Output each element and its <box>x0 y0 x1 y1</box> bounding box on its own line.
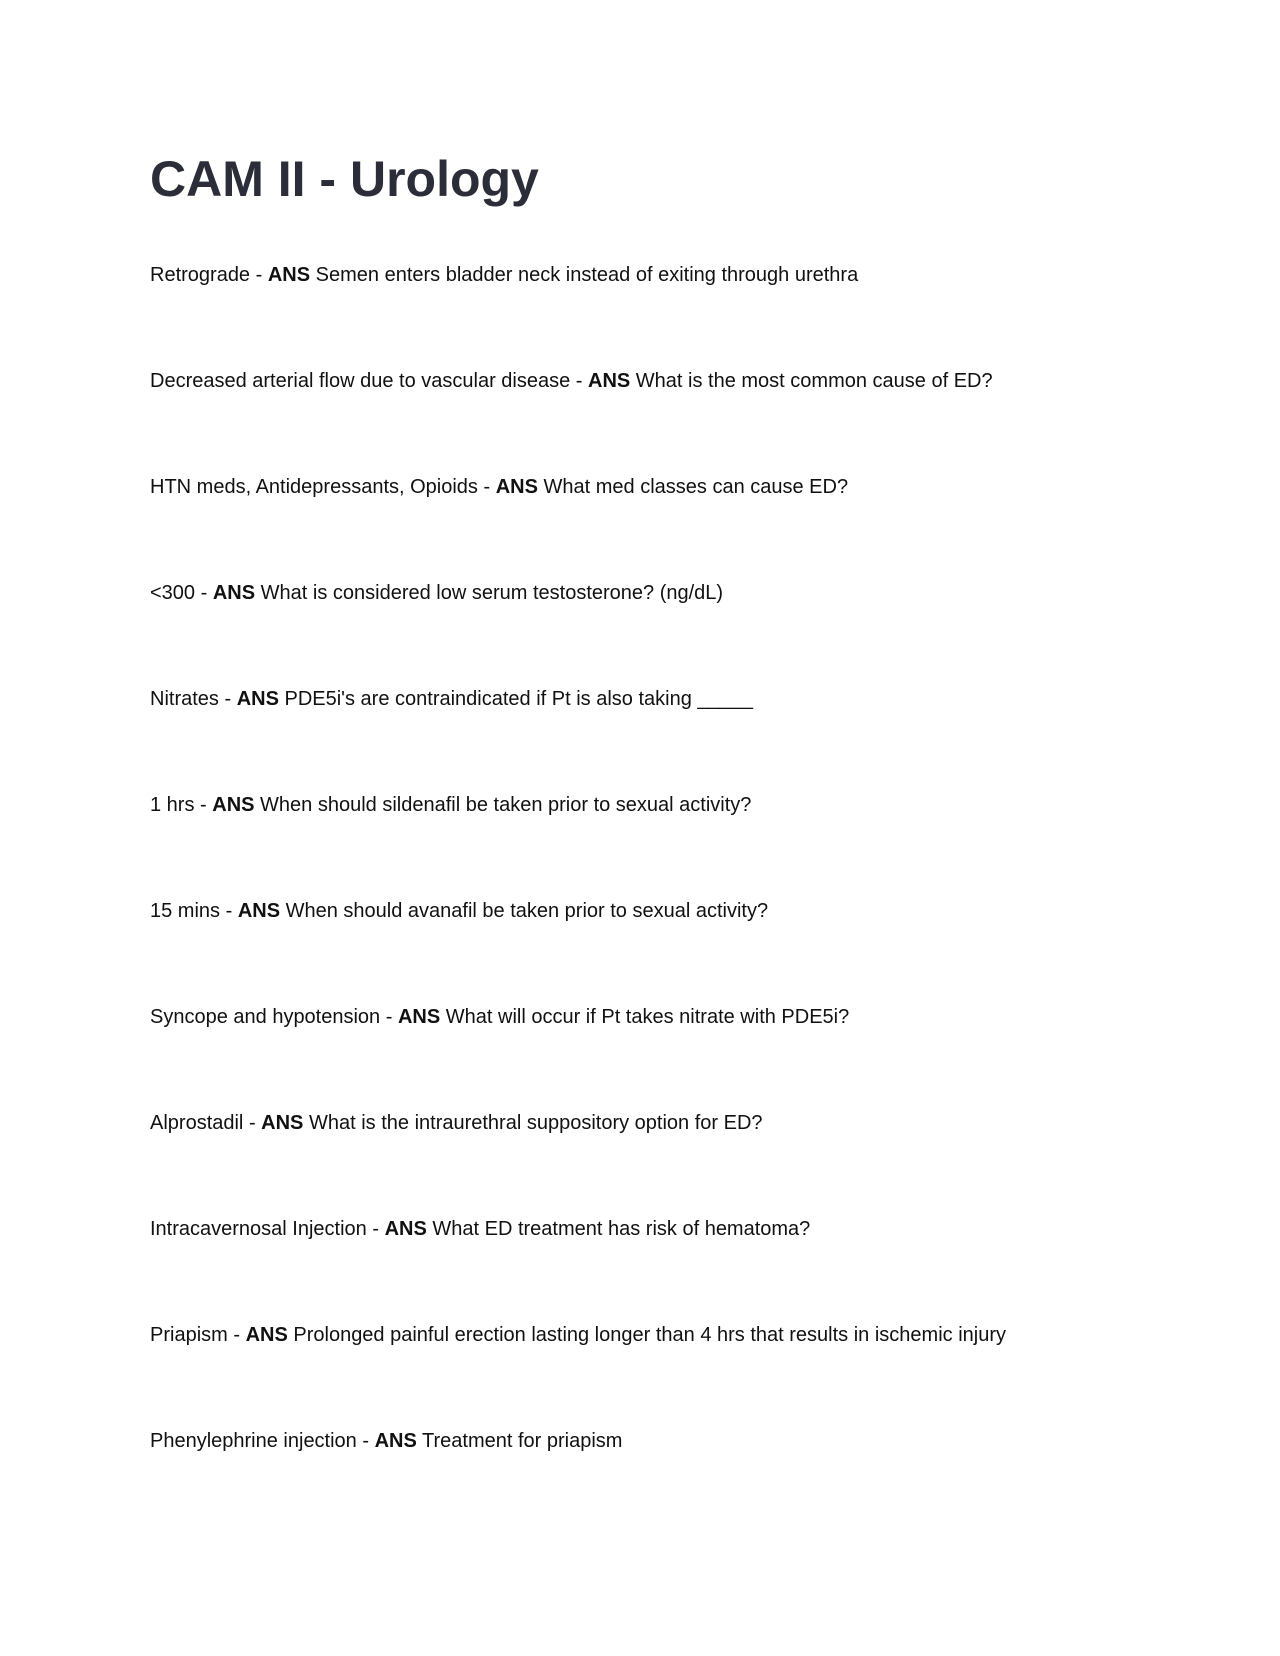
term-separator: - <box>366 1218 385 1240</box>
flashcard-list <box>150 262 1150 1534</box>
card-definition: Treatment for priapism <box>422 1430 623 1452</box>
ans-label: ANS <box>261 1112 304 1134</box>
card-definition: What is considered low serum testosterone? (ng/dL) <box>260 582 724 604</box>
card-term: Syncope and hypotension <box>150 1006 381 1028</box>
ans-label: ANS <box>495 476 538 498</box>
ans-label: ANS <box>267 264 311 286</box>
card-definition: What med classes can cause ED? <box>543 476 849 498</box>
term-separator: - <box>477 476 496 498</box>
card-term: 15 mins <box>150 900 221 922</box>
ans-label: ANS <box>236 688 279 710</box>
card-definition: When should sildenafil be taken prior to sexual activity? <box>260 794 752 816</box>
term-separator: - <box>570 370 588 392</box>
flashcard-item <box>150 1004 1150 1110</box>
flashcard-item <box>150 1216 1150 1322</box>
term-separator: - <box>220 900 238 922</box>
card-definition: What is the intraurethral suppository option for ED? <box>308 1112 763 1134</box>
card-term: 1 hrs <box>150 794 195 816</box>
card-term: Nitrates <box>150 688 219 710</box>
ans-label: ANS <box>212 582 256 604</box>
ans-label: ANS <box>237 900 281 922</box>
term-separator: - <box>227 1324 246 1346</box>
flashcard-item <box>150 580 1150 686</box>
flashcard-item <box>150 262 1150 368</box>
card-definition: PDE5i's are contraindicated if Pt is also taking _____ <box>284 688 754 710</box>
flashcard-item <box>150 1322 1150 1428</box>
page-title: CAM II - Urology <box>150 151 539 207</box>
ans-label: ANS <box>588 370 631 392</box>
card-term: Priapism <box>150 1324 228 1346</box>
flashcard-item <box>150 474 1150 580</box>
card-definition: What ED treatment has risk of hematoma? <box>432 1218 811 1240</box>
ans-label: ANS <box>397 1006 441 1028</box>
card-term: Retrograde <box>150 264 251 286</box>
term-separator: - <box>195 582 213 604</box>
card-term: HTN meds, Antidepressants, Opioids <box>150 476 478 498</box>
card-term: Phenylephrine injection <box>150 1430 357 1452</box>
term-separator: - <box>194 794 213 816</box>
flashcard-item <box>150 792 1150 898</box>
flashcard-item <box>150 1110 1150 1216</box>
card-term: Decreased arterial flow due to vascular disease <box>150 370 571 392</box>
ans-label: ANS <box>245 1324 288 1346</box>
ans-label: ANS <box>212 794 255 816</box>
flashcard-item <box>150 686 1150 792</box>
term-separator: - <box>356 1430 375 1452</box>
card-term: <300 <box>150 582 196 604</box>
card-definition: When should avanafil be taken prior to sexual activity? <box>285 900 769 922</box>
term-separator: - <box>218 688 237 710</box>
card-definition: What will occur if Pt takes nitrate with PDE5i? <box>445 1006 850 1028</box>
card-definition: Prolonged painful erection lasting longer than 4 hrs that results in ischemic injury <box>293 1324 1006 1346</box>
card-definition: What is the most common cause of ED? <box>635 370 993 392</box>
flashcard-item <box>150 368 1150 474</box>
flashcard-item <box>150 1428 1150 1534</box>
ans-label: ANS <box>384 1218 427 1240</box>
term-separator: - <box>380 1006 398 1028</box>
term-separator: - <box>250 264 268 286</box>
card-definition: Semen enters bladder neck instead of exiting through urethra <box>315 264 859 286</box>
term-separator: - <box>243 1112 262 1134</box>
card-term: Alprostadil <box>150 1112 244 1134</box>
flashcard-item <box>150 898 1150 1004</box>
ans-label: ANS <box>374 1430 417 1452</box>
card-term: Intracavernosal Injection <box>150 1218 367 1240</box>
